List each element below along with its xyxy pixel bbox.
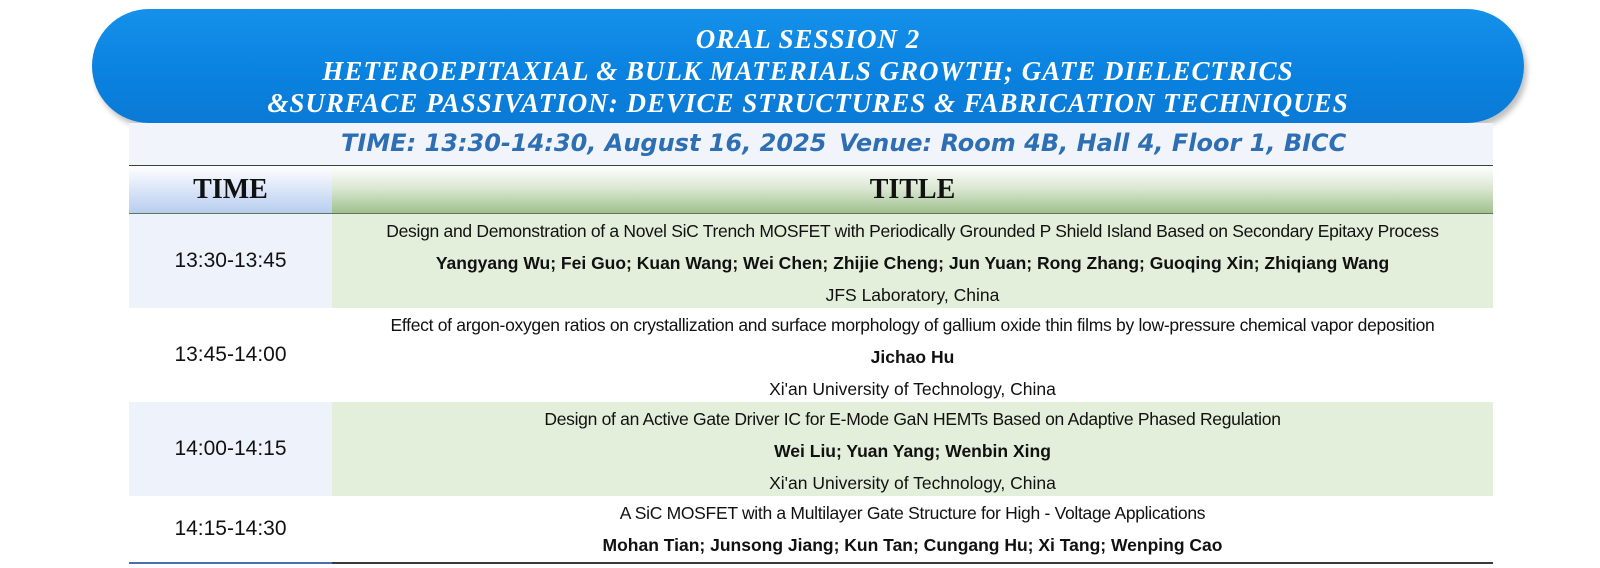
paper-affiliation: Xi'an University of Technology, China — [769, 473, 1056, 493]
paper-affiliation: JFS Laboratory, China — [825, 285, 1000, 305]
row-content — [332, 402, 1493, 496]
table-row — [129, 214, 1493, 308]
paper-authors: Wei Liu; Yuan Yang; Wenbin Xing — [774, 441, 1051, 461]
paper-authors: Yangyang Wu; Fei Guo; Kuan Wang; Wei Chen; Zhijie Cheng; Jun Yuan; Rong Zhang; Guoqing Xin; Zhiqiang Wang — [435, 253, 1390, 273]
paper-title: Effect of argon-oxygen ratios on crystallization and surface morphology of gallium oxide thin films by low-pressure chemical vapor deposition — [390, 315, 1435, 335]
paper-affiliation: Xi'an University of Technology, China — [769, 379, 1056, 399]
row-content — [332, 214, 1493, 308]
paper-authors: Jichao Hu — [870, 347, 955, 367]
header-title: TITLE — [332, 166, 1493, 213]
row-time: 14:00-14:15 — [129, 402, 332, 496]
header-time: TIME — [129, 166, 332, 213]
paper-title: Design of an Active Gate Driver IC for E-Mode GaN HEMTs Based on Adaptive Phased Regulation — [544, 409, 1281, 429]
table-header — [129, 165, 1493, 214]
schedule-table — [129, 165, 1493, 564]
session-banner — [92, 9, 1524, 123]
session-topic-line1: HETEROEPITAXIAL & BULK MATERIALS GROWTH; GATE DIELECTRICS — [322, 56, 1294, 86]
row-content — [332, 496, 1493, 562]
row-time: 14:15-14:30 — [129, 496, 332, 562]
session-number: ORAL SESSION 2 — [695, 24, 921, 54]
session-info-bar — [129, 123, 1493, 165]
paper-title: Design and Demonstration of a Novel SiC Trench MOSFET with Periodically Grounded P Shield Island Based on Secondary Epitaxy Process — [386, 221, 1439, 241]
session-venue: Venue: Room 4B, Hall 4, Floor 1, BICC — [839, 129, 1347, 157]
session-topic-line2: &SURFACE PASSIVATION: DEVICE STRUCTURES & FABRICATION TECHNIQUES — [267, 88, 1349, 118]
table-row — [129, 496, 1493, 564]
row-time: 13:45-14:00 — [129, 308, 332, 402]
table-row — [129, 308, 1493, 402]
table-row — [129, 402, 1493, 496]
paper-authors: Mohan Tian; Junsong Jiang; Kun Tan; Cungang Hu; Xi Tang; Wenping Cao — [602, 535, 1223, 555]
row-time: 13:30-13:45 — [129, 214, 332, 308]
row-content — [332, 308, 1493, 402]
session-time: TIME: 13:30-14:30, August 16, 2025 — [341, 129, 827, 157]
paper-title: A SiC MOSFET with a Multilayer Gate Structure for High - Voltage Applications — [619, 503, 1206, 523]
